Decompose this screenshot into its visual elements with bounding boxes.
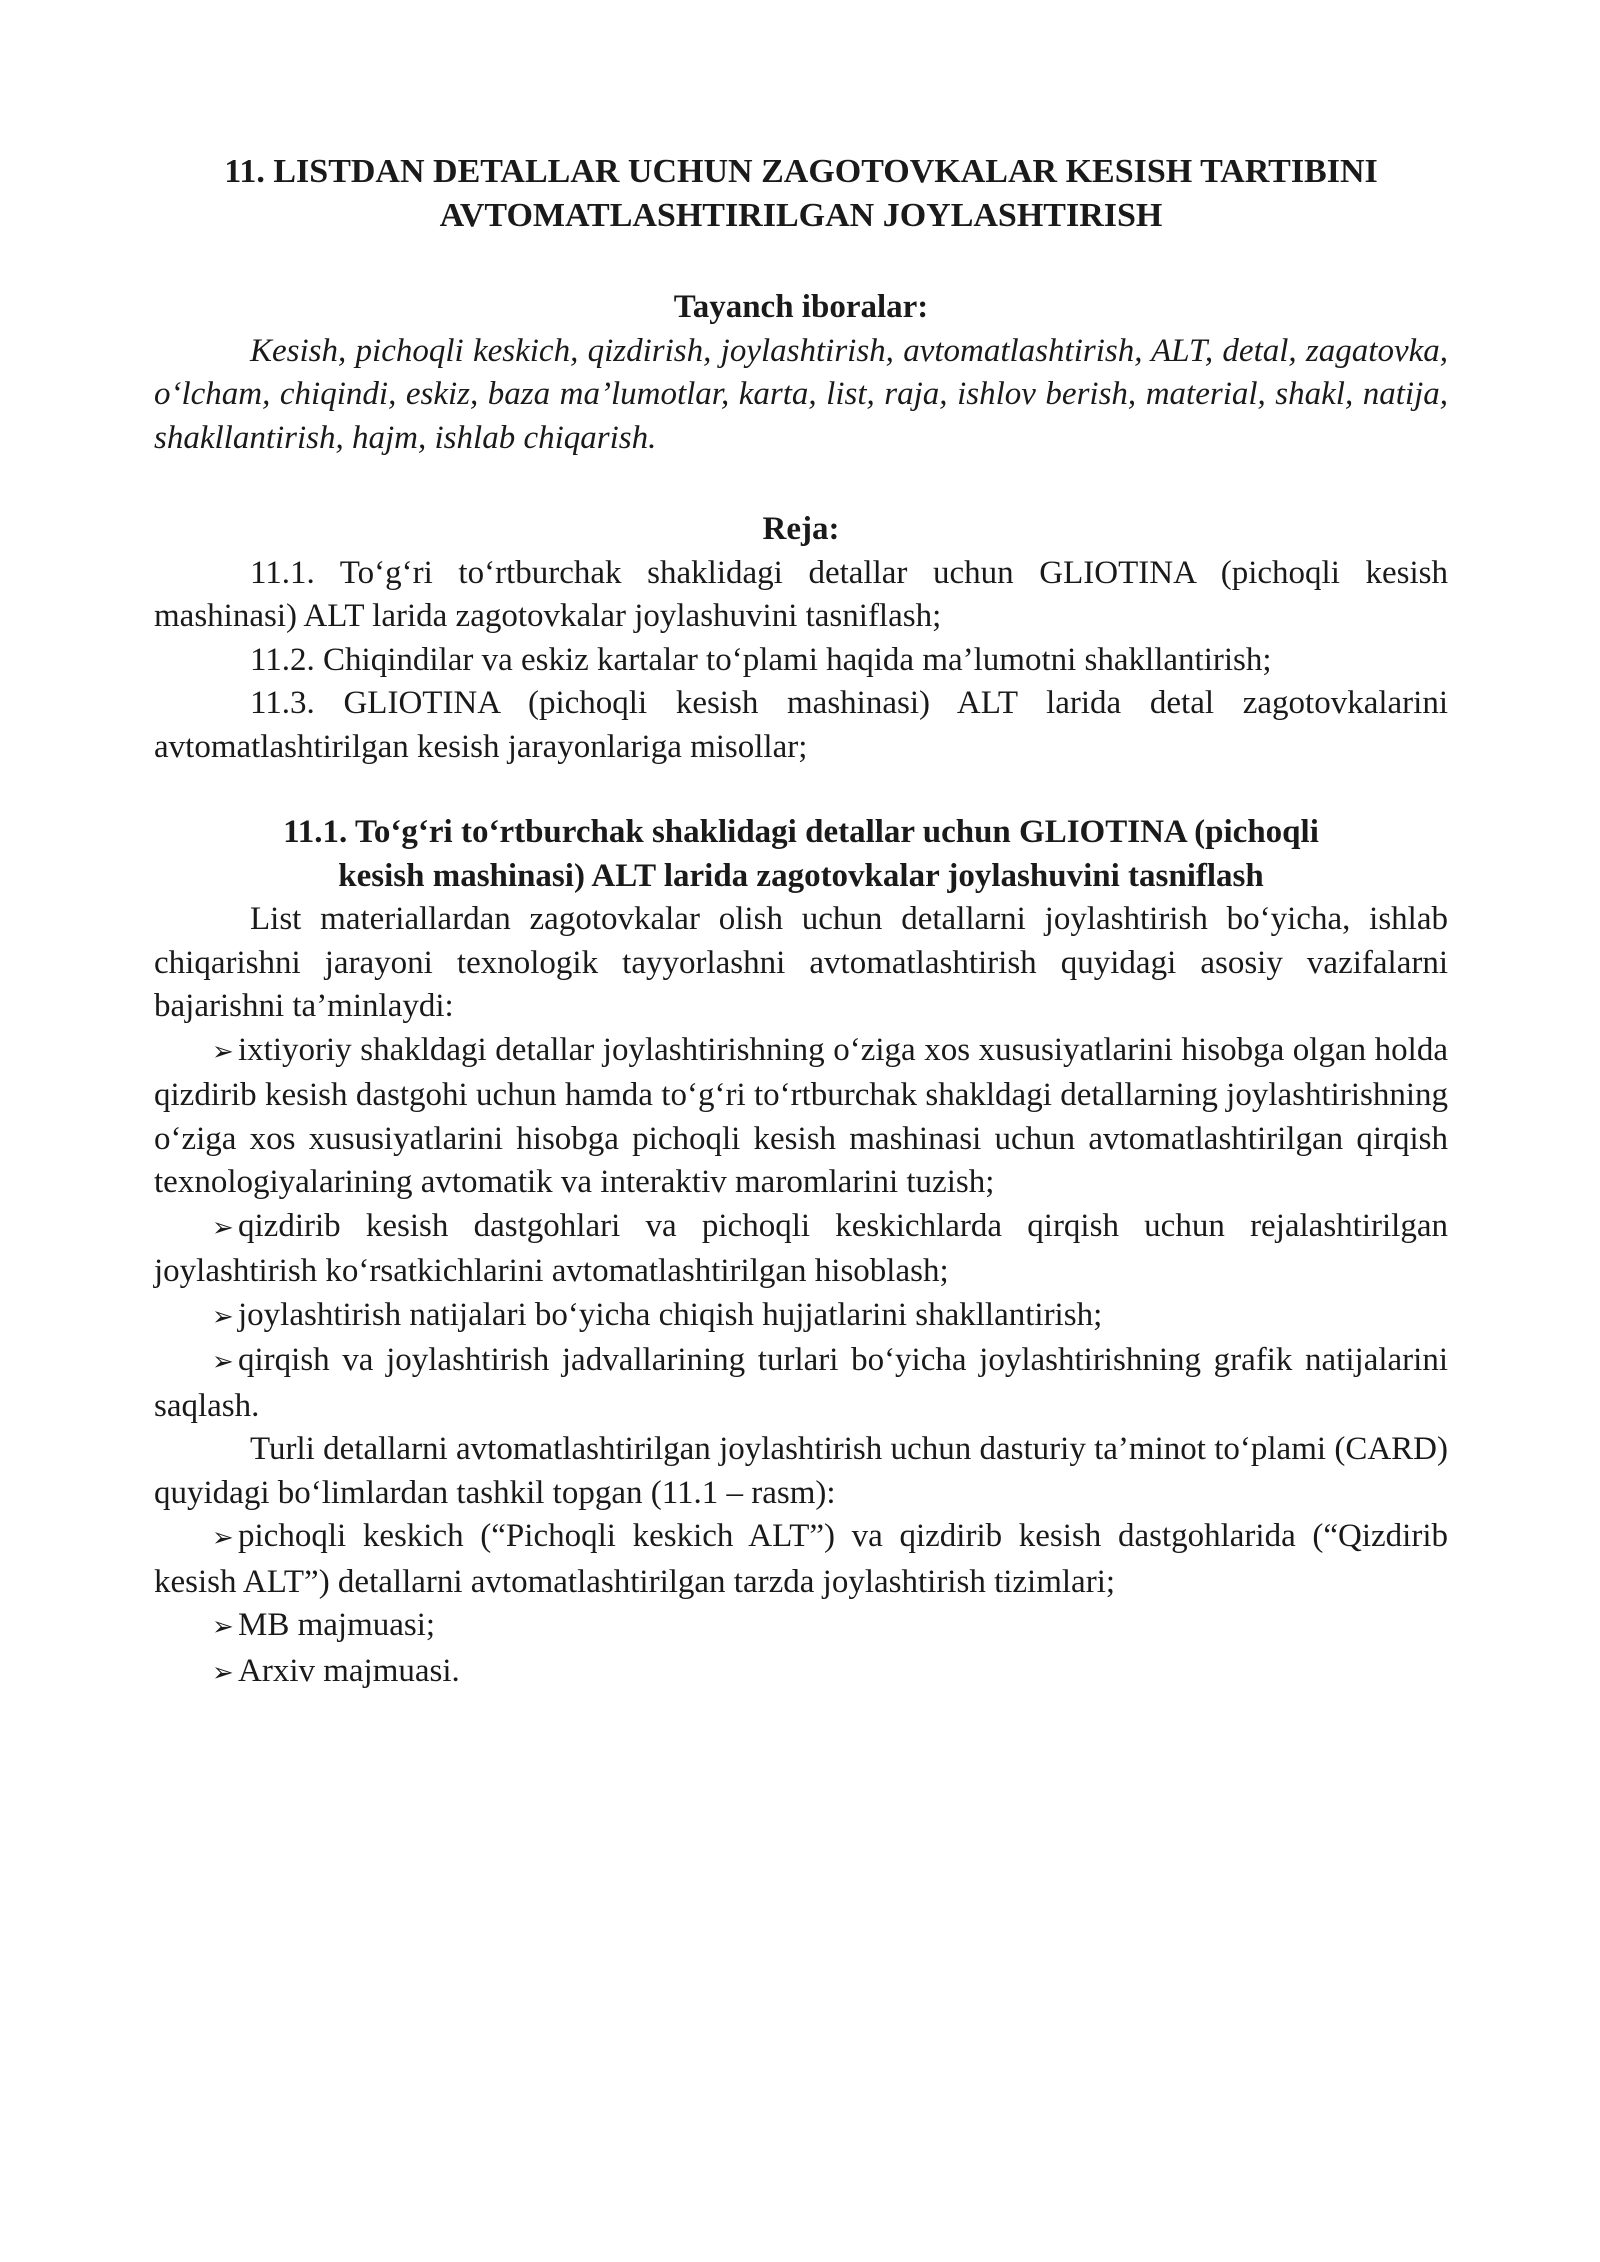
arrow-bullet-icon: ➢ xyxy=(212,1612,234,1642)
keywords-heading: Tayanch iboralar: xyxy=(673,289,929,325)
bullet-text: qizdirib kesish dastgohlari va pichoqli keskichlarda qirqish uchun rejalashtirilgan joylashtirish ko‘rsatkichlarini avtomatlashtirilgan hisoblash; xyxy=(154,1207,1448,1289)
bullet-item xyxy=(154,1515,1448,1604)
chapter-title-line-2: AVTOMATLASHTIRILGAN JOYLASHTIRISH xyxy=(439,197,1163,234)
bullet-item xyxy=(154,1650,1448,1696)
arrow-bullet-icon: ➢ xyxy=(212,1036,234,1067)
bullet-text: Arxiv majmuasi. xyxy=(238,1652,460,1689)
chapter-title-line-1: 11. LISTDAN DETALLAR UCHUN ZAGOTOVKALAR KESISH TARTIBINI xyxy=(224,153,1378,190)
intro-paragraph: List materiallardan zagotovkalar olish uchun detallarni joylashtirish bo‘yicha, ishlab chiqarishni jarayoni texnologik tayyorlashni avtomatlashtirish quyidagi asosiy vazifalarni bajarishni ta’minlaydi: xyxy=(154,901,1448,1024)
plan-item-2: 11.2. Chiqindilar va eskiz kartalar to‘plami haqida ma’lumotni shakllantirish; xyxy=(250,641,1272,678)
keywords-text: Kesish, pichoqli keskich, qizdirish, joylashtirish, avtomatlashtirish, ALT, detal, zagatovka, o‘lcham, chiqindi, eskiz, baza ma’lumotlar, karta, list, raja, ishlov berish, material, shakl, natija, shakllantirish, hajm, ishlab chiqarish. xyxy=(154,332,1448,456)
bullet-text: MB majmuasi; xyxy=(238,1607,436,1643)
section-heading-line-1: 11.1. To‘g‘ri to‘rtburchak shaklidagi detallar uchun GLIOTINA (pichoqli xyxy=(283,814,1319,850)
bullet-item xyxy=(154,1339,1448,1428)
bullet-text: pichoqli keskich (“Pichoqli keskich ALT”) va qizdirib kesish dastgohlarida (“Qizdirib kesish ALT”) detallarni avtomatlashtirilgan tarzda joylashtirish tizimlari; xyxy=(154,1518,1448,1600)
bullet-text: qirqish va joylashtirish jadvallarining turlari bo‘yicha joylashtirishning grafik natijalarini saqlash. xyxy=(154,1342,1448,1424)
arrow-bullet-icon: ➢ xyxy=(212,1212,234,1243)
arrow-bullet-icon: ➢ xyxy=(212,1523,234,1553)
plan-heading: Reja: xyxy=(762,511,840,547)
arrow-bullet-icon: ➢ xyxy=(212,1657,234,1688)
document-page xyxy=(154,150,1448,1695)
bullet-item xyxy=(154,1294,1448,1340)
section-heading-line-2: kesish mashinasi) ALT larida zagotovkalar joylashuvini tasniflash xyxy=(338,857,1264,894)
plan-item-1: 11.1. To‘g‘ri to‘rtburchak shaklidagi detallar uchun GLIOTINA (pichoqli kesish mashinasi) ALT larida zagotovkalar joylashuvini tasniflash; xyxy=(154,554,1448,634)
bullet-text: joylashtirish natijalari bo‘yicha chiqish hujjatlarini shakllantirish; xyxy=(238,1296,1103,1333)
plan-item-3: 11.3. GLIOTINA (pichoqli kesish mashinasi) ALT larida detal zagotovkalarini avtomatlashtirilgan kesish jarayonlariga misollar; xyxy=(154,685,1448,765)
bullet-item xyxy=(154,1604,1448,1650)
bullet-item xyxy=(154,1205,1448,1294)
arrow-bullet-icon: ➢ xyxy=(212,1347,234,1377)
bullet-item xyxy=(154,1029,1448,1205)
bullet-text: ixtiyoriy shakldagi detallar joylashtirishning o‘ziga xos xususiyatlarini hisobga olgan holda qizdirib kesish dastgohi uchun hamda to‘g‘ri to‘rtburchak shakldagi detallarning joylashtirishning o‘ziga xos xususiyatlarini hisobga pichoqli kesish mashinasi uchun avtomatlashtirilgan qirqish texnologiyalarining avtomatik va interaktiv maromlarini tuzish; xyxy=(154,1031,1448,1200)
second-paragraph: Turli detallarni avtomatlashtirilgan joylashtirish uchun dasturiy ta’minot to‘plami (CARD) quyidagi bo‘limlardan tashkil topgan (11.1 – rasm): xyxy=(154,1431,1448,1511)
arrow-bullet-icon: ➢ xyxy=(212,1301,234,1332)
